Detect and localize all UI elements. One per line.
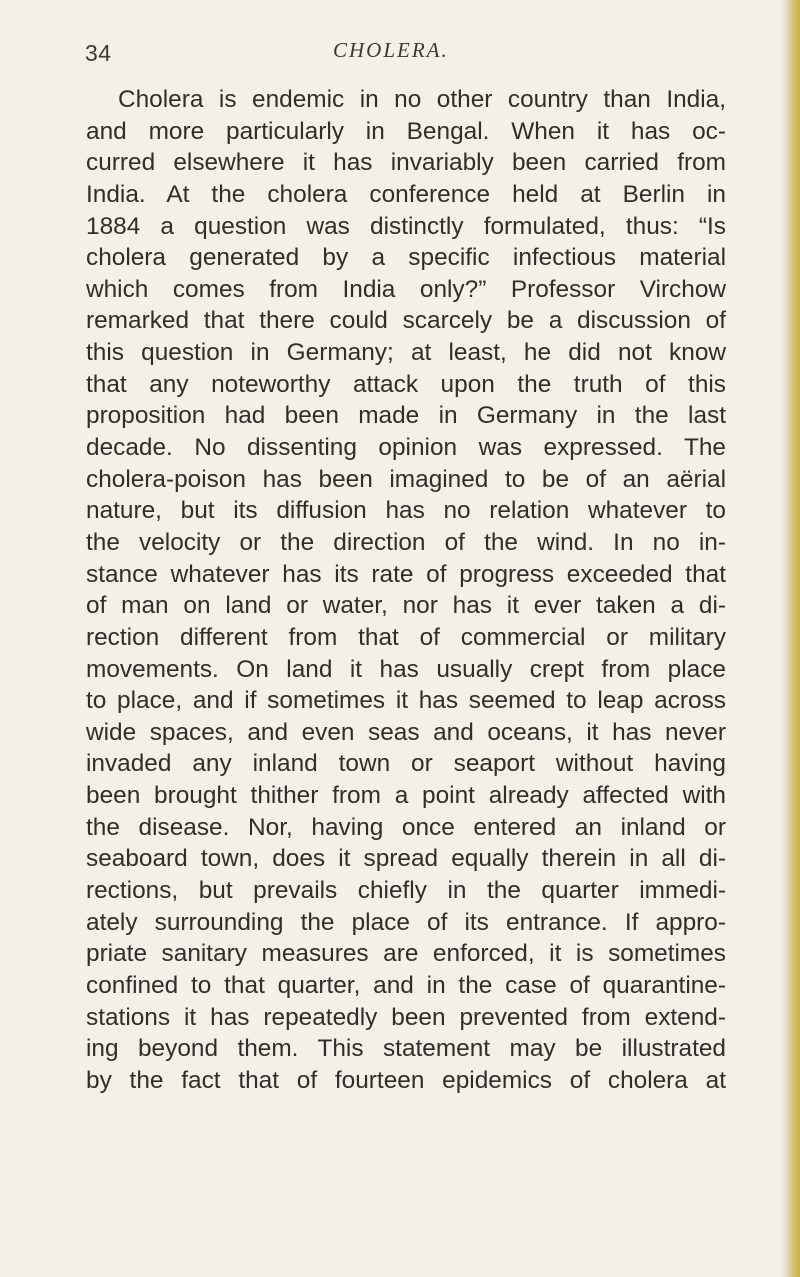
text-line: cholera generated by a specific infectious material bbox=[86, 244, 726, 272]
text-line: wide spaces, and even seas and oceans, it has never bbox=[86, 718, 726, 746]
text-line: invaded any inland town or seaport without having bbox=[86, 750, 726, 778]
text-line: been brought thither from a point already affected with bbox=[86, 782, 726, 810]
text-line: movements. On land it has usually crept from place bbox=[86, 655, 726, 683]
text-line: to place, and if sometimes it has seemed to leap across bbox=[86, 687, 726, 715]
text-line: 1884 a question was distinctly formulated, thus: “Is bbox=[86, 212, 726, 240]
text-line: which comes from India only?” Professor Virchow bbox=[86, 275, 726, 303]
text-line: proposition had been made in Germany in the last bbox=[86, 402, 726, 430]
page-number: 34 bbox=[85, 40, 112, 66]
text-line: nature, but its diffusion has no relation whatever to bbox=[86, 497, 726, 525]
page-edge bbox=[786, 0, 800, 1277]
text-line: the velocity or the direction of the wind. In no in- bbox=[86, 528, 726, 556]
text-line: priate sanitary measures are enforced, it is sometimes bbox=[86, 940, 726, 968]
text-line: confined to that quarter, and in the case of quarantine- bbox=[86, 971, 726, 999]
text-line: this question in Germany; at least, he did not know bbox=[86, 339, 726, 367]
text-line: seaboard town, does it spread equally therein in all di- bbox=[86, 845, 726, 873]
text-line: curred elsewhere it has invariably been carried from bbox=[86, 149, 726, 177]
text-line: by the fact that of fourteen epidemics of cholera at bbox=[86, 1066, 726, 1094]
text-line: cholera-poison has been imagined to be of an aërial bbox=[86, 465, 726, 493]
text-line: and more particularly in Bengal. When it has oc- bbox=[86, 117, 726, 145]
page-header bbox=[0, 34, 800, 74]
text-line: ing beyond them. This statement may be illustrated bbox=[86, 1035, 726, 1063]
text-line: rection different from that of commercial or military bbox=[86, 623, 726, 651]
text-line: remarked that there could scarcely be a discussion of bbox=[86, 307, 726, 335]
text-line: of man on land or water, nor has it ever taken a di- bbox=[86, 592, 726, 620]
text-line: stance whatever has its rate of progress exceeded that bbox=[86, 560, 726, 588]
text-line: stations it has repeatedly been prevented from extend- bbox=[86, 1003, 726, 1031]
text-line: India. At the cholera conference held at Berlin in bbox=[86, 180, 726, 208]
running-head: CHOLERA. bbox=[333, 38, 449, 62]
text-line: that any noteworthy attack upon the truth of this bbox=[86, 370, 726, 398]
text-line: ately surrounding the place of its entrance. If appro- bbox=[86, 908, 726, 936]
text-line: rections, but prevails chiefly in the quarter immedi- bbox=[86, 877, 726, 905]
text-line: the disease. Nor, having once entered an inland or bbox=[86, 813, 726, 841]
body-paragraph bbox=[86, 84, 726, 1097]
text-line: Cholera is endemic in no other country than India, bbox=[118, 86, 726, 113]
text-line: decade. No dissenting opinion was expressed. The bbox=[86, 434, 726, 462]
